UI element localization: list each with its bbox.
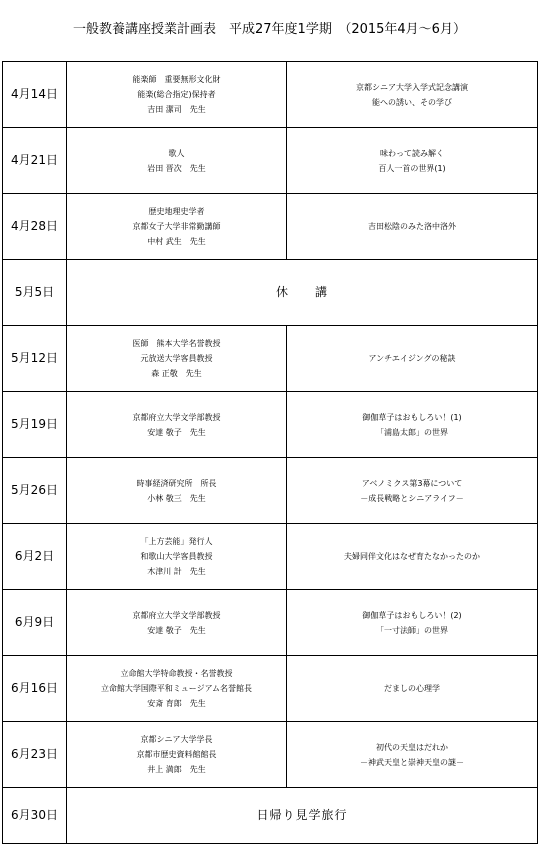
- topic-cell: [287, 62, 538, 128]
- topic-cell: [287, 194, 538, 260]
- topic-line: 味わって読み解く: [380, 148, 444, 158]
- date-cell: 4月28日: [3, 194, 67, 260]
- schedule-row: [3, 524, 538, 590]
- schedule-row: [3, 62, 538, 128]
- topic-line: 夫婦同伴文化はなぜ育たなかったのか: [344, 552, 480, 561]
- topic-cell: [287, 590, 538, 656]
- date-cell: 4月21日: [3, 128, 67, 194]
- lecturer-line: 時事経済研究所 所長: [136, 478, 217, 488]
- lecturer-line: 中村 武生 先生: [147, 237, 206, 246]
- topic-line: 「浦島太郎」の世界: [376, 427, 448, 437]
- special-event-cell: 休 講: [67, 260, 538, 326]
- lecturer-line: 元放送大学客員教授: [140, 354, 213, 363]
- date-cell: 6月16日: [3, 656, 67, 722]
- date-cell: 6月2日: [3, 524, 67, 590]
- page-title: 一般教養講座授業計画表 平成27年度1学期 （2015年4月～6月）: [73, 22, 466, 37]
- topic-cell: [287, 722, 538, 788]
- date-cell: 5月5日: [3, 260, 67, 326]
- lecturer-cell: [67, 62, 287, 128]
- schedule-row: [3, 194, 538, 260]
- lecturer-line: 能楽師 重要無形文化財: [132, 75, 221, 84]
- schedule-row: [3, 128, 538, 194]
- lecturer-cell: [67, 656, 287, 722]
- lecturer-line: 京都府立大学文学部教授: [132, 412, 221, 422]
- schedule-body: [3, 62, 538, 844]
- topic-line: 「一寸法師」の世界: [376, 625, 448, 635]
- lecturer-cell: [67, 392, 287, 458]
- date-cell: 4月14日: [3, 62, 67, 128]
- lecturer-line: 和歌山大学客員教授: [140, 552, 213, 561]
- lecturer-cell: [67, 194, 287, 260]
- lecturer-line: 立命館大学国際平和ミュージアム名誉館長: [100, 684, 253, 693]
- date-cell: 5月12日: [3, 326, 67, 392]
- schedule-row: [3, 788, 538, 844]
- schedule-row: [3, 392, 538, 458]
- date-cell: 6月9日: [3, 590, 67, 656]
- schedule-table: [2, 61, 538, 844]
- lecturer-line: 小林 敬三 先生: [147, 493, 206, 503]
- topic-line: 御伽草子はおもしろい！(1): [362, 412, 462, 422]
- topic-cell: [287, 524, 538, 590]
- lecturer-line: 京都府立大学文学部教授: [132, 610, 221, 620]
- lecturer-line: 吉田 潔司 先生: [147, 105, 206, 114]
- topic-line: －成長戦略とシニアライフ－: [360, 493, 464, 503]
- schedule-row: [3, 458, 538, 524]
- lecturer-line: 安達 敬子 先生: [147, 427, 206, 437]
- topic-line: 吉田松陰のみた洛中洛外: [368, 222, 456, 231]
- lecturer-line: 井上 満郎 先生: [147, 765, 206, 774]
- date-cell: 6月23日: [3, 722, 67, 788]
- lecturer-cell: [67, 128, 287, 194]
- special-event-cell: 日帰り見学旅行: [67, 788, 538, 844]
- lecturer-cell: [67, 524, 287, 590]
- lecturer-line: 立命館大学特命教授・名誉教授: [120, 669, 233, 678]
- lecturer-cell: [67, 458, 287, 524]
- lecturer-line: 京都シニア大学学長: [140, 735, 213, 744]
- topic-line: 百人一首の世界(1): [378, 163, 446, 173]
- lecturer-line: 医師 熊本大学名誉教授: [132, 339, 221, 348]
- lecturer-line: 木津川 計 先生: [147, 567, 206, 576]
- topic-line: 御伽草子はおもしろい！(2): [362, 610, 462, 620]
- topic-cell: [287, 656, 538, 722]
- topic-line: だましの心理学: [384, 684, 440, 693]
- schedule-row: [3, 260, 538, 326]
- date-cell: 5月19日: [3, 392, 67, 458]
- lecturer-cell: [67, 326, 287, 392]
- lecturer-line: 歌人: [168, 148, 185, 158]
- schedule-row: [3, 590, 538, 656]
- lecturer-line: 安斎 育郎 先生: [147, 699, 206, 708]
- lecturer-line: 安達 敬子 先生: [147, 625, 206, 635]
- topic-cell: [287, 128, 538, 194]
- topic-line: 京都シニア大学入学式記念講演: [356, 82, 468, 92]
- lecturer-line: 岩田 晋次 先生: [147, 163, 206, 173]
- topic-line: 初代の天皇はだれか: [376, 742, 448, 752]
- schedule-row: [3, 722, 538, 788]
- lecturer-line: 「上方芸能」発行人: [140, 537, 213, 546]
- lecturer-cell: [67, 722, 287, 788]
- lecturer-line: 京都女子大学非常勤講師: [132, 222, 221, 231]
- topic-line: －神武天皇と崇神天皇の謎－: [360, 757, 464, 767]
- lecturer-line: 能楽(総合指定)保持者: [137, 90, 216, 99]
- date-cell: 6月30日: [3, 788, 67, 844]
- topic-line: アンチエイジングの秘訣: [368, 354, 456, 363]
- schedule-row: [3, 326, 538, 392]
- date-cell: 5月26日: [3, 458, 67, 524]
- lecturer-line: 歴史地理史学者: [148, 207, 205, 216]
- lecturer-cell: [67, 590, 287, 656]
- topic-cell: [287, 458, 538, 524]
- schedule-row: [3, 656, 538, 722]
- topic-line: 能への誘い、その学び: [372, 97, 452, 107]
- lecturer-line: 京都市歴史資料館館長: [136, 750, 217, 759]
- topic-cell: [287, 392, 538, 458]
- lecturer-line: 森 正敬 先生: [151, 369, 202, 378]
- topic-cell: [287, 326, 538, 392]
- topic-line: アベノミクス第3幕について: [361, 478, 463, 488]
